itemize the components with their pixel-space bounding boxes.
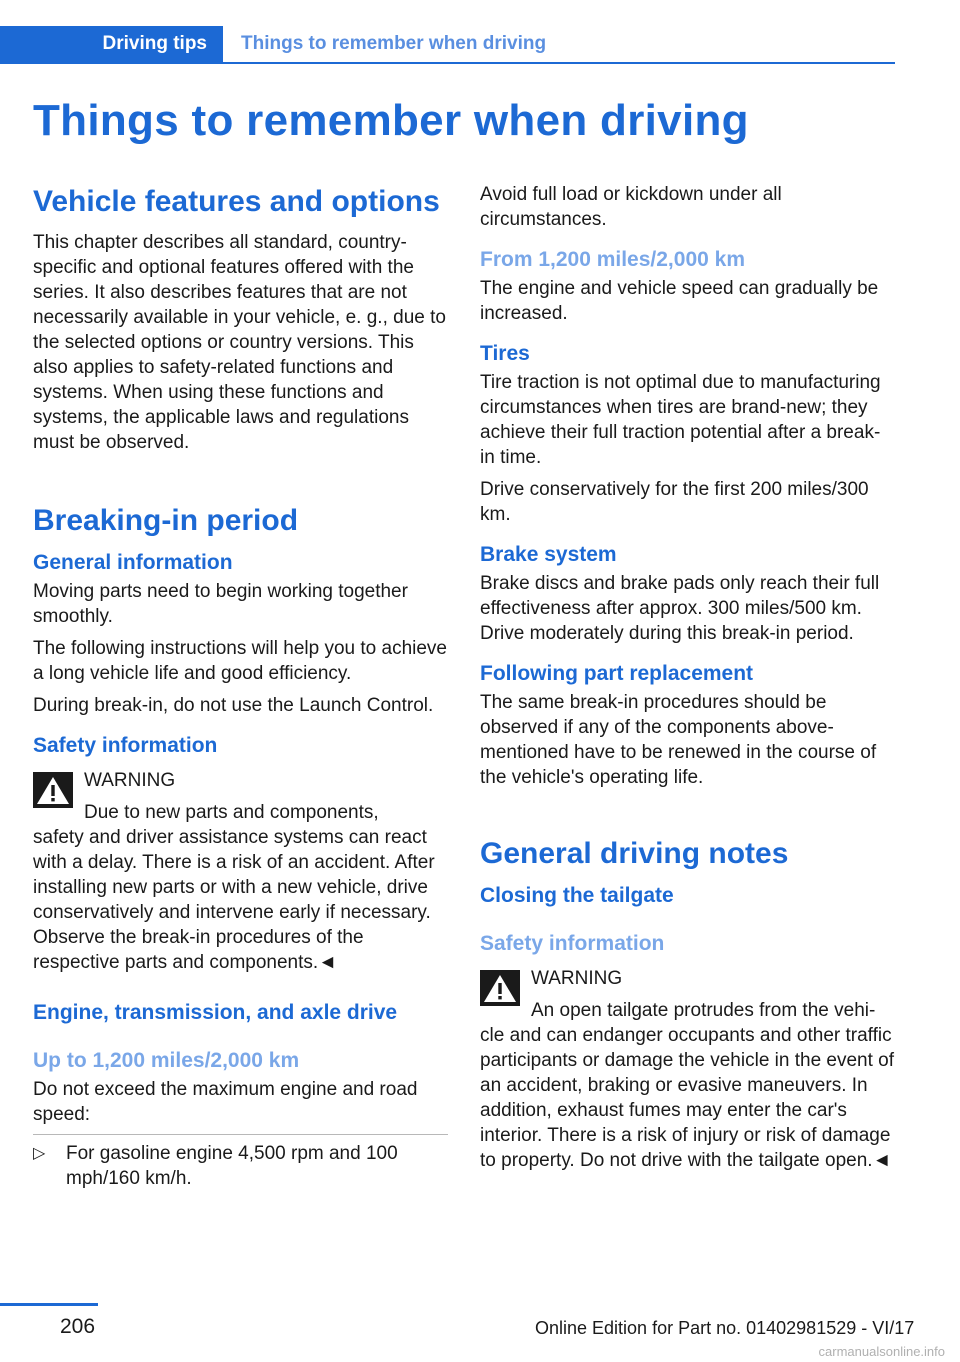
warning-triangle-icon bbox=[480, 970, 520, 1006]
warning-triangle-icon bbox=[33, 772, 73, 808]
heading-general-driving-notes: General driving notes bbox=[480, 837, 789, 870]
heading-part-replacement: Following part replacement bbox=[480, 662, 754, 685]
breaking-in-p2: The following instructions will help you to achieve a long vehicle life and good efficiency. bbox=[33, 638, 447, 684]
heading-closing-tailgate: Closing the tailgate bbox=[480, 884, 674, 907]
bullet-text: For gasoline engine 4,500 rpm and 100 mph/160 km/h. bbox=[66, 1143, 398, 1189]
engine-text: Do not exceed the maximum engine and road speed: bbox=[33, 1079, 418, 1125]
left-column bbox=[33, 182, 448, 1198]
heading-breaking-in: Breaking-in period bbox=[33, 504, 299, 537]
warning-label: WARNING bbox=[531, 968, 623, 989]
warning-text-rest: cle and can endanger occupants and other traffic participants or damage the vehicle in the event of an accident, braking or evasive maneuvers. In addition, exhaust fumes may enter the car's interior. There is a risk of injury or risk of damage to property. Do not drive with the tailgate open.◄ bbox=[480, 1025, 895, 1171]
warning-block bbox=[480, 966, 895, 1173]
avoid-text: Avoid full load or kickdown under all circumstances. bbox=[480, 184, 782, 230]
warning-text-first: Due to new parts and components, bbox=[84, 802, 379, 823]
page-title: Things to remember when driving bbox=[33, 96, 749, 145]
tires-p2: Drive conservatively for the first 200 miles/300 km. bbox=[480, 479, 869, 525]
from-text: The engine and vehicle speed can gradually be increased. bbox=[480, 278, 879, 324]
warning-text-rest: safety and driver assistance systems can react with a delay. There is a risk of an accident. After installing new parts or with a new vehicle, drive conservatively and intervene early if necessary. Observe the break-in procedures of the respective parts and components.◄ bbox=[33, 827, 435, 973]
warning-block bbox=[33, 768, 448, 975]
heading-brake-system: Brake system bbox=[480, 543, 617, 566]
footer-rule bbox=[0, 1303, 98, 1306]
heading-from: From 1,200 miles/2,000 km bbox=[480, 248, 745, 271]
page-number: 206 bbox=[60, 1315, 96, 1338]
heading-safety-information: Safety information bbox=[33, 734, 218, 757]
tires-p1: Tire traction is not optimal due to manufacturing circumstances when tires are brand-new; they achieve their full traction potential after a break-in time. bbox=[480, 372, 881, 468]
brake-text: Brake discs and brake pads only reach their full effectiveness after approx. 300 miles/500 km. Drive moderately during this break-in period. bbox=[480, 573, 880, 644]
breaking-in-p3: During break-in, do not use the Launch Control. bbox=[33, 695, 434, 716]
breadcrumb[interactable]: Things to remember when driving bbox=[241, 33, 547, 54]
section-tab[interactable]: Driving tips bbox=[0, 26, 223, 62]
warning-label: WARNING bbox=[84, 770, 176, 791]
replacement-text: The same break-in procedures should be observed if any of the components above-mentioned have to be renewed in the course of the vehicle's operating life. bbox=[480, 692, 877, 788]
watermark: carmanualsonline.info bbox=[818, 1344, 945, 1359]
right-column bbox=[480, 182, 895, 1180]
triangle-bullet-icon: ▷ bbox=[33, 1145, 46, 1162]
bullet-list bbox=[33, 1134, 448, 1191]
warning-text-first: An open tailgate protrudes from the vehi- bbox=[531, 1000, 876, 1021]
heading-tires: Tires bbox=[480, 342, 530, 365]
page-header bbox=[0, 26, 895, 64]
breaking-in-p1: Moving parts need to begin working together smoothly. bbox=[33, 581, 408, 627]
list-item bbox=[33, 1141, 448, 1191]
vehicle-features-text: This chapter describes all standard, country-specific and optional features offered with the series. It also describes features that are not necessarily available in your vehicle, e. g., due to the selected options or country versions. This also applies to safety-related functions and systems. When using these functions and systems, the applicable laws and regulations must be observed. bbox=[33, 232, 446, 453]
heading-up-to: Up to 1,200 miles/2,000 km bbox=[33, 1049, 300, 1072]
edition-text: Online Edition for Part no. 01402981529 - VI/17 bbox=[535, 1318, 915, 1338]
heading-vehicle-features: Vehicle features and options bbox=[33, 185, 440, 218]
heading-tailgate-safety: Safety information bbox=[480, 932, 665, 955]
heading-engine: Engine, transmission, and axle drive bbox=[33, 1001, 398, 1024]
heading-general-information: General information bbox=[33, 551, 233, 574]
